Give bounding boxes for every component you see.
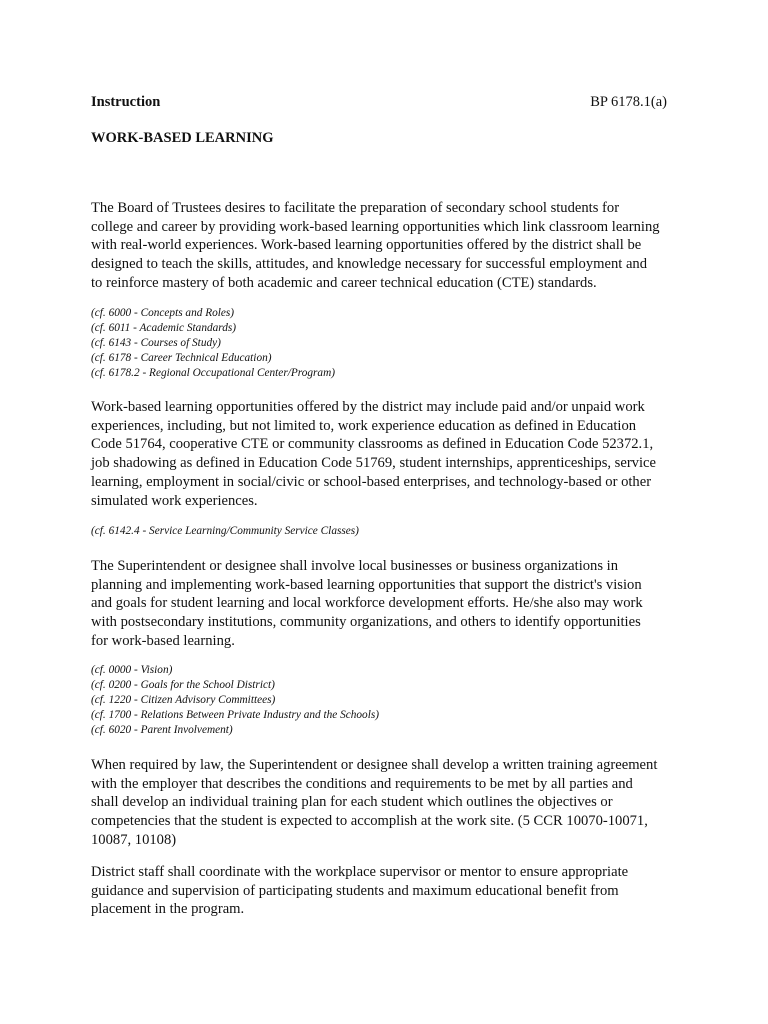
paragraph-board-intent — [91, 199, 691, 293]
text-line: placement in the program. — [91, 901, 245, 918]
text-line: experiences, including, but not limited to, work experience education as defined in Education — [91, 417, 637, 434]
paragraph-opportunities — [91, 398, 691, 510]
text-line: planning and implementing work-based learning opportunities that support the district's vision — [91, 576, 642, 593]
text-line: with real-world experiences. Work-based learning opportunities offered by the district shall be — [91, 237, 642, 254]
text-line: with postsecondary institutions, community organizations, and others to identify opportunities — [91, 614, 641, 631]
text-line: learning, employment in social/civic or school-based enterprises, and technology-based or other — [91, 473, 652, 490]
paragraph-superintendent-involvement — [91, 557, 691, 651]
cross-references-2 — [91, 524, 651, 539]
cross-reference: (cf. 0200 - Goals for the School District) — [91, 679, 275, 691]
cross-references-3 — [91, 663, 651, 738]
cross-reference: (cf. 6011 - Academic Standards) — [91, 322, 237, 334]
cross-reference: (cf. 6178 - Career Technical Education) — [91, 352, 272, 364]
text-line: job shadowing as defined in Education Code 51769, student internships, apprenticeships, service — [91, 455, 656, 472]
text-line: The Superintendent or designee shall involve local businesses or business organizations in — [91, 558, 619, 574]
text-line: guidance and supervision of participating students and maximum educational benefit from — [91, 882, 619, 899]
page-title: WORK-BASED LEARNING — [91, 130, 274, 146]
text-line: Code 51764, cooperative CTE or community classrooms as defined in Education Code 52372.1, — [91, 436, 654, 453]
cross-reference: (cf. 1700 - Relations Between Private Industry and the Schools) — [91, 709, 380, 721]
text-line: competencies that the student is expected to accomplish at the work site. (5 CCR 10070-10071, — [91, 813, 648, 830]
cross-reference: (cf. 1220 - Citizen Advisory Committees) — [91, 694, 276, 706]
cross-references-1 — [91, 306, 651, 381]
text-line: for work-based learning. — [91, 632, 235, 649]
text-line: District staff shall coordinate with the workplace supervisor or mentor to ensure appropriate — [91, 864, 629, 880]
paragraph-staff-coordination — [91, 863, 691, 919]
page-header — [91, 92, 667, 112]
section-label: Instruction — [91, 94, 161, 110]
text-line: and goals for student learning and local workforce development efforts. He/she also may work — [91, 595, 643, 612]
text-line: The Board of Trustees desires to facilitate the preparation of secondary school students for — [91, 200, 620, 216]
text-line: 10087, 10108) — [91, 831, 177, 848]
text-line: college and career by providing work-based learning opportunities which link classroom learning — [91, 218, 660, 235]
cross-reference: (cf. 6142.4 - Service Learning/Community Service Classes) — [91, 525, 359, 537]
text-line: simulated work experiences. — [91, 492, 258, 509]
policy-number: BP 6178.1(a) — [590, 94, 667, 110]
cross-reference: (cf. 6143 - Courses of Study) — [91, 337, 221, 349]
cross-reference: (cf. 6000 - Concepts and Roles) — [91, 307, 235, 319]
text-line: with the employer that describes the conditions and requirements to be met by all parties and — [91, 775, 633, 792]
paragraph-training-agreement — [91, 756, 691, 850]
cross-reference: (cf. 6178.2 - Regional Occupational Center/Program) — [91, 367, 335, 379]
text-line: designed to teach the skills, attitudes, and knowledge necessary for successful employment and — [91, 256, 648, 273]
text-line: When required by law, the Superintendent or designee shall develop a written training agreement — [91, 757, 658, 773]
cross-reference: (cf. 0000 - Vision) — [91, 664, 173, 676]
cross-reference: (cf. 6020 - Parent Involvement) — [91, 724, 233, 736]
text-line: to reinforce mastery of both academic and career technical education (CTE) standards. — [91, 274, 597, 291]
text-line: Work-based learning opportunities offered by the district may include paid and/or unpaid work — [91, 399, 645, 415]
text-line: shall develop an individual training plan for each student which outlines the objectives or — [91, 794, 613, 811]
